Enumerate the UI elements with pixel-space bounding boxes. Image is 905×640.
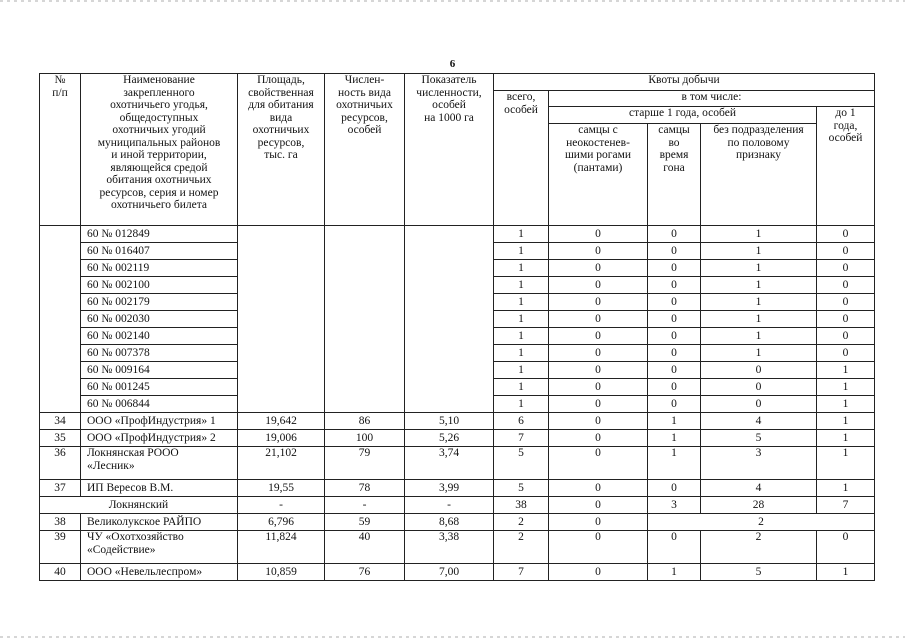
license-males-antlers: 0 bbox=[549, 294, 648, 311]
row-num: 36 bbox=[40, 447, 81, 480]
row-count: 86 bbox=[325, 413, 405, 430]
license-total: 1 bbox=[494, 362, 549, 379]
license-name: 60 № 002100 bbox=[81, 277, 238, 294]
license-name: 60 № 007378 bbox=[81, 345, 238, 362]
row-males-antlers: 0 bbox=[549, 564, 648, 581]
subtotal-no-sex: 28 bbox=[701, 497, 817, 514]
license-no-sex: 1 bbox=[701, 345, 817, 362]
header-density: Показатель численности, особей на 1000 га bbox=[405, 74, 494, 226]
subtotal-area: - bbox=[238, 497, 325, 514]
row-under1: 1 bbox=[817, 430, 875, 447]
license-name: 60 № 016407 bbox=[81, 243, 238, 260]
subtotal-count: - bbox=[325, 497, 405, 514]
license-no-sex: 0 bbox=[701, 379, 817, 396]
license-males-rut: 0 bbox=[648, 362, 701, 379]
row-total: 2 bbox=[494, 531, 549, 564]
license-under1: 0 bbox=[817, 328, 875, 345]
header-older: старше 1 года, особей bbox=[549, 107, 817, 124]
license-no-sex: 1 bbox=[701, 243, 817, 260]
header-area: Площадь, свойственная для обитания вида охотничьих ресурсов, тыс. га bbox=[238, 74, 325, 226]
row-no-sex: 3 bbox=[701, 447, 817, 480]
row-no-sex: 4 bbox=[701, 480, 817, 497]
license-total: 1 bbox=[494, 328, 549, 345]
license-total: 1 bbox=[494, 277, 549, 294]
row-count: 76 bbox=[325, 564, 405, 581]
row-name: ООО «Невельлеспром» bbox=[81, 564, 238, 581]
merged-area-cell bbox=[238, 226, 325, 413]
license-total: 1 bbox=[494, 243, 549, 260]
license-total: 1 bbox=[494, 260, 549, 277]
license-name: 60 № 002119 bbox=[81, 260, 238, 277]
row-num: 37 bbox=[40, 480, 81, 497]
merged-density-cell bbox=[405, 226, 494, 413]
row-density: 7,00 bbox=[405, 564, 494, 581]
license-males-antlers: 0 bbox=[549, 226, 648, 243]
row-count: 59 bbox=[325, 514, 405, 531]
row-total: 7 bbox=[494, 564, 549, 581]
license-under1: 0 bbox=[817, 311, 875, 328]
row-name: ЧУ «Охотхозяйство «Содействие» bbox=[81, 531, 238, 564]
subtotal-under1: 7 bbox=[817, 497, 875, 514]
header-count: Числен- ность вида охотничьих ресурсов, особей bbox=[325, 74, 405, 226]
license-no-sex: 1 bbox=[701, 294, 817, 311]
row-count: 79 bbox=[325, 447, 405, 480]
header-no-sex: без подразделения по половому признаку bbox=[701, 124, 817, 226]
license-males-antlers: 0 bbox=[549, 379, 648, 396]
merged-count-cell bbox=[325, 226, 405, 413]
page-number: 6 bbox=[449, 58, 456, 70]
license-males-antlers: 0 bbox=[549, 396, 648, 413]
row-num: 40 bbox=[40, 564, 81, 581]
license-males-rut: 0 bbox=[648, 311, 701, 328]
header-quota: Квоты добычи bbox=[494, 74, 875, 91]
row-name: ООО «ПрофИндустрия» 2 bbox=[81, 430, 238, 447]
license-total: 1 bbox=[494, 294, 549, 311]
row-total: 5 bbox=[494, 480, 549, 497]
row-under1: 0 bbox=[817, 531, 875, 564]
row-males-rut: 1 bbox=[648, 447, 701, 480]
row-males-rut: 1 bbox=[648, 413, 701, 430]
license-males-rut: 0 bbox=[648, 243, 701, 260]
license-no-sex: 1 bbox=[701, 226, 817, 243]
row-count: 100 bbox=[325, 430, 405, 447]
license-total: 1 bbox=[494, 379, 549, 396]
row-total: 5 bbox=[494, 447, 549, 480]
row-total: 2 bbox=[494, 514, 549, 531]
row-no-sex: 4 bbox=[701, 413, 817, 430]
license-name: 60 № 009164 bbox=[81, 362, 238, 379]
subtotal-males-rut: 3 bbox=[648, 497, 701, 514]
row-under1: 1 bbox=[817, 564, 875, 581]
header-num: № п/п bbox=[40, 74, 81, 226]
header-name: Наименование закрепленного охотничьего угодья, общедоступных охотничьих угодий муниципальных районов и иной территории, являющейся средой обитания охотничьих ресурсов, серия и номер охотничьего билета bbox=[81, 74, 238, 226]
row-no-sex: 5 bbox=[701, 430, 817, 447]
license-under1: 0 bbox=[817, 277, 875, 294]
license-under1: 0 bbox=[817, 243, 875, 260]
row-males-rut: 1 bbox=[648, 564, 701, 581]
license-males-antlers: 0 bbox=[549, 345, 648, 362]
row-under1: 1 bbox=[817, 413, 875, 430]
license-name: 60 № 001245 bbox=[81, 379, 238, 396]
license-males-antlers: 0 bbox=[549, 362, 648, 379]
row-area: 6,796 bbox=[238, 514, 325, 531]
row-name: Великолукское РАЙПО bbox=[81, 514, 238, 531]
row-males-antlers: 0 bbox=[549, 480, 648, 497]
license-no-sex: 1 bbox=[701, 311, 817, 328]
header-under1: до 1 года, особей bbox=[817, 107, 875, 226]
row-males-antlers: 0 bbox=[549, 447, 648, 480]
license-no-sex: 1 bbox=[701, 328, 817, 345]
row-density: 3,38 bbox=[405, 531, 494, 564]
header-males-antlers: самцы с неокостенев- шими рогами (пантами) bbox=[549, 124, 648, 226]
row-density: 3,99 bbox=[405, 480, 494, 497]
license-under1: 1 bbox=[817, 379, 875, 396]
row-no-sex: 2 bbox=[648, 514, 875, 531]
license-no-sex: 0 bbox=[701, 362, 817, 379]
row-density: 5,10 bbox=[405, 413, 494, 430]
row-total: 6 bbox=[494, 413, 549, 430]
row-area: 19,006 bbox=[238, 430, 325, 447]
license-total: 1 bbox=[494, 311, 549, 328]
license-males-antlers: 0 bbox=[549, 260, 648, 277]
row-males-antlers: 0 bbox=[549, 531, 648, 564]
row-under1: 1 bbox=[817, 447, 875, 480]
row-males-rut: 0 bbox=[648, 480, 701, 497]
row-num: 38 bbox=[40, 514, 81, 531]
license-males-rut: 0 bbox=[648, 328, 701, 345]
row-area: 11,824 bbox=[238, 531, 325, 564]
license-total: 1 bbox=[494, 226, 549, 243]
row-area: 19,642 bbox=[238, 413, 325, 430]
license-males-rut: 0 bbox=[648, 294, 701, 311]
license-males-rut: 0 bbox=[648, 260, 701, 277]
license-males-rut: 0 bbox=[648, 396, 701, 413]
license-no-sex: 1 bbox=[701, 260, 817, 277]
row-name: ИП Вересов В.М. bbox=[81, 480, 238, 497]
row-count: 78 bbox=[325, 480, 405, 497]
subtotal-total: 38 bbox=[494, 497, 549, 514]
license-name: 60 № 002140 bbox=[81, 328, 238, 345]
license-males-rut: 0 bbox=[648, 379, 701, 396]
row-males-rut: 0 bbox=[648, 531, 701, 564]
license-males-rut: 0 bbox=[648, 277, 701, 294]
row-males-antlers: 0 bbox=[549, 514, 648, 531]
row-num: 35 bbox=[40, 430, 81, 447]
subtotal-name: Локнянский bbox=[40, 497, 238, 514]
row-area: 19,55 bbox=[238, 480, 325, 497]
license-males-antlers: 0 bbox=[549, 311, 648, 328]
header-males-rut: самцы во время гона bbox=[648, 124, 701, 226]
row-name: Локнянская РООО «Лесник» bbox=[81, 447, 238, 480]
row-count: 40 bbox=[325, 531, 405, 564]
quota-table bbox=[39, 73, 875, 581]
license-under1: 0 bbox=[817, 260, 875, 277]
row-males-antlers: 0 bbox=[549, 413, 648, 430]
license-males-rut: 0 bbox=[648, 345, 701, 362]
license-name: 60 № 006844 bbox=[81, 396, 238, 413]
header-including: в том числе: bbox=[549, 91, 875, 107]
license-under1: 1 bbox=[817, 362, 875, 379]
row-no-sex: 2 bbox=[701, 531, 817, 564]
license-males-rut: 0 bbox=[648, 226, 701, 243]
row-males-antlers: 0 bbox=[549, 430, 648, 447]
subtotal-males-antlers: 0 bbox=[549, 497, 648, 514]
row-density: 8,68 bbox=[405, 514, 494, 531]
row-num: 39 bbox=[40, 531, 81, 564]
row-males-rut: 1 bbox=[648, 430, 701, 447]
license-under1: 0 bbox=[817, 226, 875, 243]
license-males-antlers: 0 bbox=[549, 277, 648, 294]
license-males-antlers: 0 bbox=[549, 243, 648, 260]
row-total: 7 bbox=[494, 430, 549, 447]
header-total: всего, особей bbox=[494, 91, 549, 226]
license-under1: 0 bbox=[817, 294, 875, 311]
license-total: 1 bbox=[494, 345, 549, 362]
row-no-sex: 5 bbox=[701, 564, 817, 581]
license-total: 1 bbox=[494, 396, 549, 413]
row-under1: 1 bbox=[817, 480, 875, 497]
license-males-antlers: 0 bbox=[549, 328, 648, 345]
row-num: 34 bbox=[40, 413, 81, 430]
merged-num-cell bbox=[40, 226, 81, 413]
license-under1: 1 bbox=[817, 396, 875, 413]
license-no-sex: 0 bbox=[701, 396, 817, 413]
row-density: 5,26 bbox=[405, 430, 494, 447]
row-area: 21,102 bbox=[238, 447, 325, 480]
row-area: 10,859 bbox=[238, 564, 325, 581]
license-name: 60 № 012849 bbox=[81, 226, 238, 243]
subtotal-density: - bbox=[405, 497, 494, 514]
license-no-sex: 1 bbox=[701, 277, 817, 294]
row-density: 3,74 bbox=[405, 447, 494, 480]
license-name: 60 № 002030 bbox=[81, 311, 238, 328]
license-name: 60 № 002179 bbox=[81, 294, 238, 311]
license-under1: 0 bbox=[817, 345, 875, 362]
row-name: ООО «ПрофИндустрия» 1 bbox=[81, 413, 238, 430]
